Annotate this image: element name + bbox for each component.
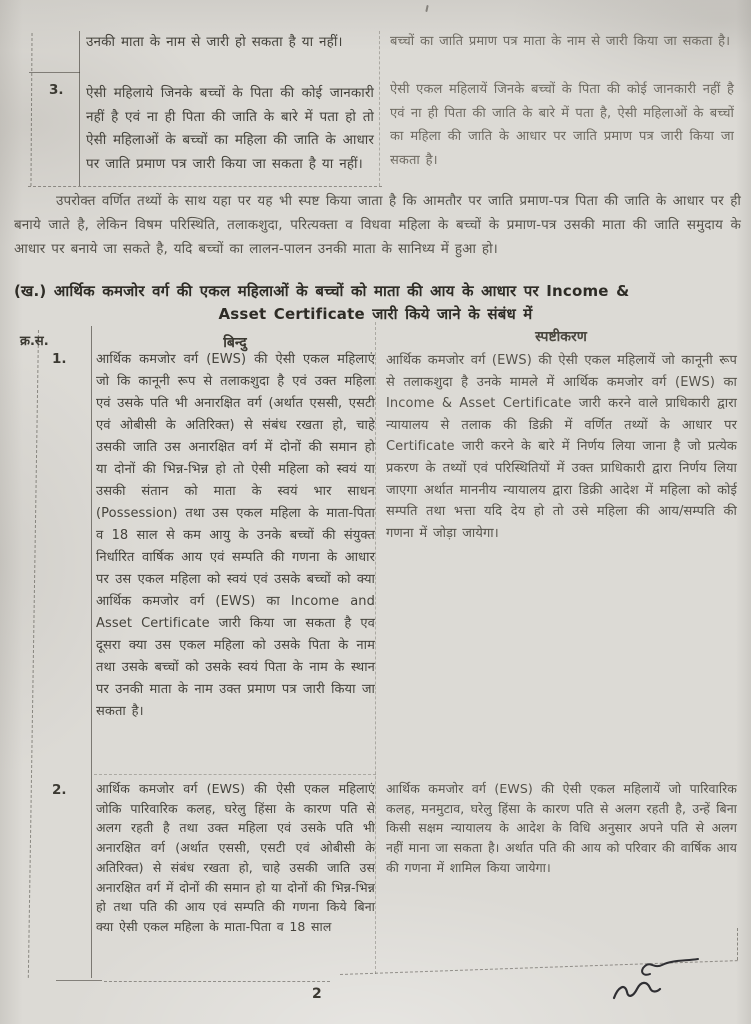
main-table-row2-clarification-cell: आर्थिक कमजोर वर्ग (EWS) की ऐसी एकल महिलायें जो पारिवारिक कलह, मनमुटाव, घरेलु हिंसा के कारण पति से अलग रहती है, उन्हें बिना किसी सक्षम न्यायालय के आदेश के विधि अनुसार अपने पति से अलग नहीं माना जा सकता है। अर्थात पति की आय को परिवार की वार्षिक आय की गणना में शामिल किया जायेगा। <box>386 781 737 875</box>
top-table-continued-clarification-cell: बच्चों का जाति प्रमाण पत्र माता के नाम से जारी किया जा सकता है। <box>390 34 731 49</box>
main-table-header-clarification: स्पष्टीकरण <box>535 329 587 345</box>
main-table-row1-point-cell: आर्थिक कमजोर वर्ग (EWS) की ऐसी एकल महिलाएं जो कि कानूनी रूप से तलाकशुदा है एवं उक्त महिला एवं उसके पति भी अनारक्षित वर्ग (अर्थात एससी, एसटी एवं ओबीसी के अतिरिक्त) से संबंध रखता हो, चाहे उसकी जाति उस अनारक्षित वर्ग में दोनों की समान हो या दोनों की भिन्न-भिन्न हो तो ऐसी महिला को स्वयं या उसकी संतान को माता के स्वयं भार साधन (Possession) तथा उस एकल महिला के माता-पिता व 18 साल से कम आयु के उनके बच्चों की संयुक्त निर्धारित वार्षिक आय एवं सम्पति की गणना के आधार पर उस एकल महिला को स्वयं एवं उसके बच्चों को क्या आर्थिक कमजोर वर्ग (EWS) का Income and Asset Certificate जारी किया जा सकता है एव दूसरा क्या उस एकल महिला को उसके पिता के नाम तथा उसके बच्चों को उसके स्वयं पिता के नाम के स्थान पर उनकी माता के नाम उक्त प्रमाण पत्र जारी किया जा सकता है। <box>96 352 375 719</box>
closing-paragraph: उपरोक्त वर्णित तथ्यों के साथ यहा पर यह भी स्पष्ट किया जाता है कि आमतौर पर जाति प्रमाण-पत्र पिता की जाति के आधार पर ही बनाये जाते है, लेकिन विषम परिस्थिति, तलाकशुदा, परित्यक्ता व विधवा महिला के बच्चों के प्रमाण-पत्र उसकी माता की जाति समुदाय के आधार पर बनाये जा सकते है, यदि बच्चों का लालन-पालन उनकी माता के सानिध्य में हुआ हो। <box>14 193 741 257</box>
top-table-continued-point-cell: उनकी माता के नाम से जारी हो सकता है या नहीं। <box>86 34 343 50</box>
main-table-column-divider <box>375 322 376 974</box>
top-table-column-divider <box>379 31 380 186</box>
main-table-row2-point-cell: आर्थिक कमजोर वर्ग (EWS) की ऐसी एकल महिलाएं जोकि पारिवारिक कलह, घरेलु हिंसा के कारण पति से अलग रहती है तथा उक्त महिला एवं उसके पति भी अनारक्षित वर्ग (अर्थात एससी, एसटी एवं ओबीसी के अतिरिक्त) से संबंध रखता हो, चाहे उसकी जाति उस अनारक्षित वर्ग में दोनों की समान हो या दोनों की भिन्न-भिन्न हो तथा पति की आय एवं सम्पति की गणना किये बिना क्या ऐसी एकल महिला के माता-पिता व 18 साल <box>96 781 375 934</box>
top-table-row3-point-cell: ऐसी महिलाये जिनके बच्चों के पिता की कोई जानकारी नहीं है एवं ना ही पिता की जाति के बारे में पता हो तो ऐसी महिलाओं के बच्चों का महिला की जाति के आधार पर जाति प्रमाण पत्र जारी किया जा सकता है या नहीं। <box>86 85 374 172</box>
section-heading-line2: Asset Certificate जारी किये जाने के संबंध में <box>218 305 533 323</box>
top-table-row3-serial: 3. <box>49 82 64 98</box>
scan-speck <box>425 5 428 12</box>
main-table-row1-serial: 1. <box>52 351 67 367</box>
top-table-row-divider <box>29 72 80 73</box>
signature-mark <box>588 944 718 1014</box>
main-table-left-border <box>28 330 39 978</box>
main-table-serial-divider <box>91 326 92 978</box>
top-table-row3-clarification-cell: ऐसी एकल महिलायें जिनके बच्चों के पिता की कोई जानकारी नहीं है एवं ना ही पिता की जाति के बारे में पता है, ऐसी महिलाओं के बच्चों का महिला की जाति के आधार पर जाति प्रमाण पत्र जारी किया जा सकता है। <box>390 82 734 168</box>
section-heading-line1: (ख.) आर्थिक कमजोर वर्ग की एकल महिलाओं के बच्चों को माता की आय के आधार पर Income & <box>14 282 630 300</box>
main-table-header-point: बिन्दु <box>223 335 247 351</box>
page-number: 2 <box>312 986 322 1002</box>
main-table-row1-clarification-cell: आर्थिक कमजोर वर्ग (EWS) की ऐसी एकल महिलायें जो कानूनी रूप से तलाकशुदा है उनके मामले में आर्थिक कमजोर वर्ग (EWS) का Income & Asset Certificate जारी करने वाले प्राधिकारी द्वारा न्यायालय से तलाक की डिक्री में वर्णित तथ्यों के आधार पर Certificate जारी करने के बारे में निर्णय लिया जाना है जो प्रत्येक प्रकरण के तथ्यों एवं परिस्थितियों में उक्त प्राधिकारी द्वारा निर्णय लिया जाएगा अर्थात माननीय न्यायालय द्वारा डिक्री आदेश में महिला को कोई सम्पति तथा भत्ता यदि देय हो तो उसे महिला की आय/सम्पति की गणना में जोड़ा जायेगा। <box>386 353 737 541</box>
top-table-serial-divider <box>79 31 80 186</box>
main-table-row2-serial: 2. <box>52 782 67 798</box>
main-table-row-divider <box>94 774 376 775</box>
main-table-bottom-border-left <box>104 981 330 982</box>
top-table-bottom-border <box>28 186 382 187</box>
main-table-header-serial: क्र.स. <box>20 334 49 349</box>
main-table-right-border-stub <box>737 928 738 960</box>
main-table-bottom-corner <box>56 980 102 981</box>
top-table-left-border <box>30 33 32 186</box>
